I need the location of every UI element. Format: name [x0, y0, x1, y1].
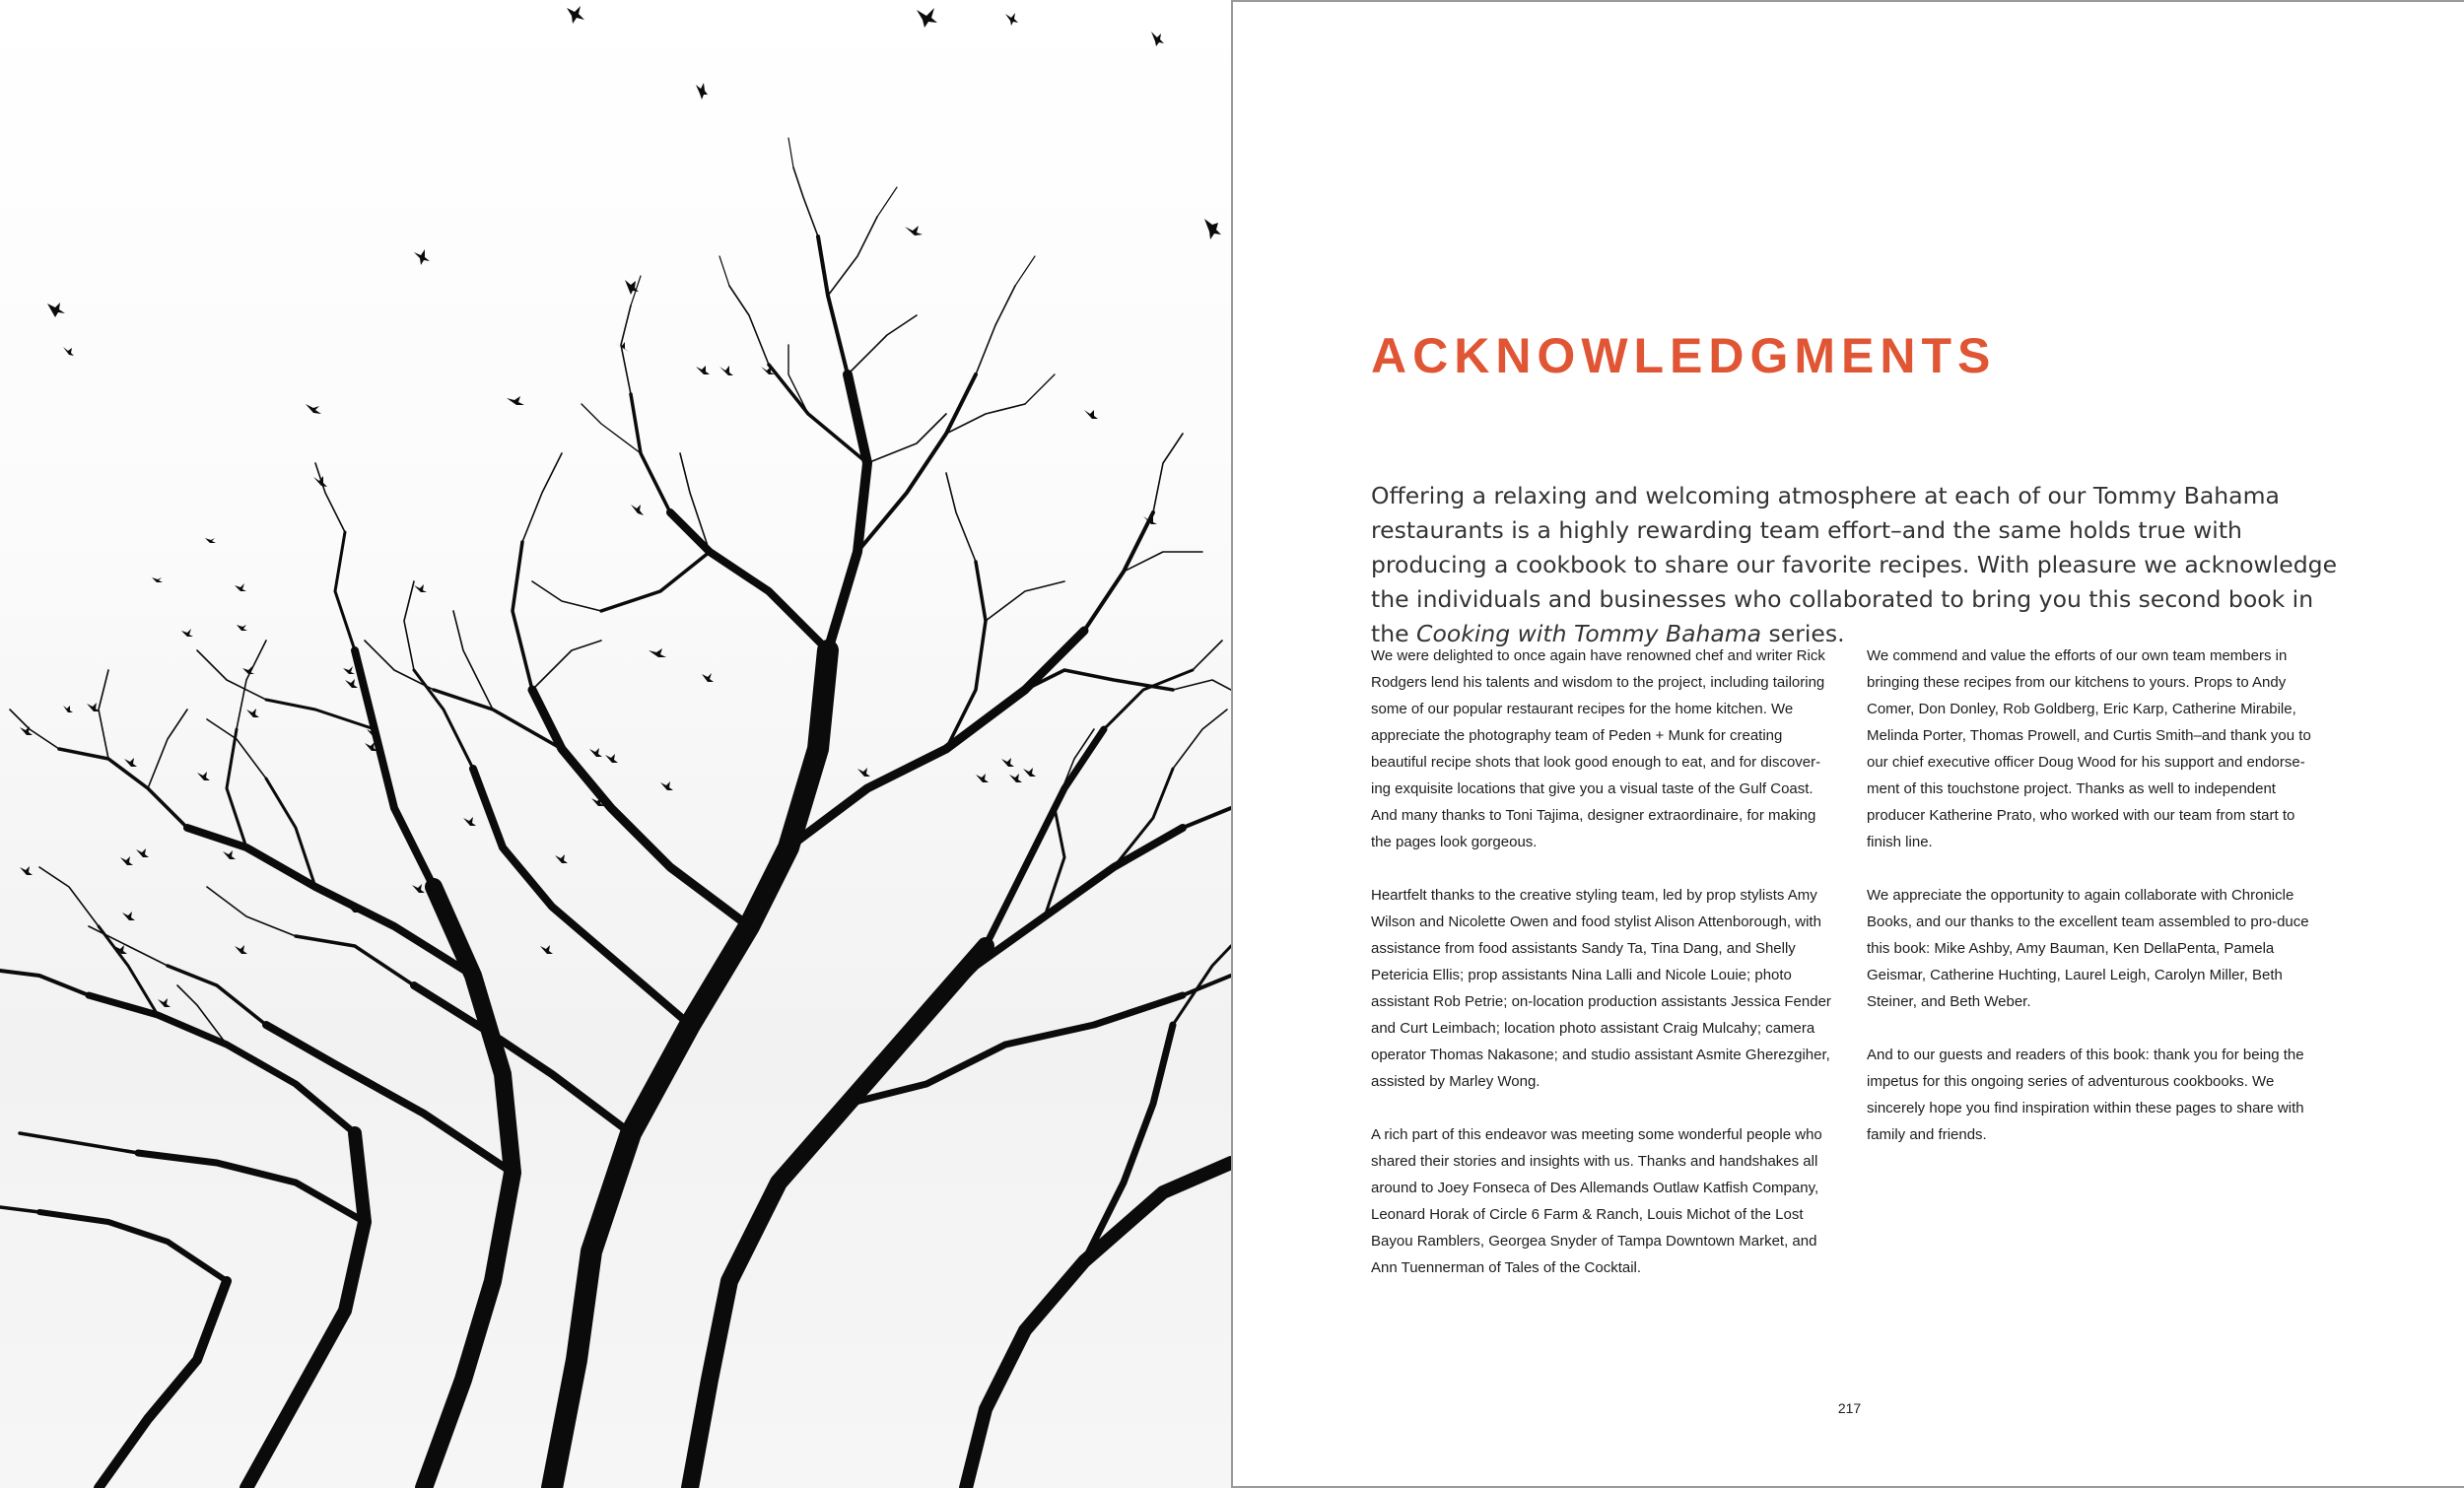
body-paragraph: And to our guests and readers of this book: thank you for being the impetus for this ongoing series of adventurous cookbooks. We sincerely hope you find inspiration within these pages to share with family and friends. — [1867, 1047, 2304, 1143]
birds-and-trees-photo — [0, 0, 1231, 1488]
intro-text-end: series. — [1761, 620, 1845, 647]
book-series-title: Cooking with Tommy Bahama — [1416, 620, 1762, 647]
intro-text: Offering a relaxing and welcoming atmosphere at each of our Tommy Bahama restaurants is a highly rewarding team effort–and the same holds true with producing a cookbook to share our favorite recipes. With pleasure we acknowledge the individuals and businesses who collaborated to bring you this second book in the — [1371, 482, 2338, 647]
page-number: 217 — [1837, 1400, 1862, 1416]
right-column — [1867, 643, 2330, 1175]
body-paragraph: We commend and value the efforts of our own team members in bringing these recipes from our kitchens to yours. Props to Andy Comer, Don Donley, Rob Goldberg, Eric Karp, Catherine Mirabile, Melinda Porter, Thomas Prowell, and Curtis Smith–and thank you to our chief executive officer Doug Wood for his support and endorse-ment of this touchstone project. Thanks as well to independent producer Katherine Prato, who worked with our team from start to finish line. — [1867, 647, 2311, 850]
page-heading: ACKNOWLEDGMENTS — [1371, 328, 1997, 383]
body-paragraph: We appreciate the opportunity to again collaborate with Chronicle Books, and our thanks to the excellent team assembled to pro-duce this book: Mike Ashby, Amy Bauman, Ken DellaPenta, Pamela Geismar, Catherine Huchting, Laurel Leigh, Carolyn Miller, Beth Steiner, and Beth Weber. — [1867, 887, 2309, 1010]
left-column — [1371, 643, 1834, 1308]
body-paragraph: A rich part of this endeavor was meeting some wonderful people who shared their stories and insights with us. Thanks and handshakes all around to Joey Fonseca of Des Allemands Outlaw Katfish Company, Leonard Horak of Circle 6 Farm & Ranch, Louis Michot of the Lost Bayou Ramblers, Georgea Snyder of Tampa Downtown Market, and Ann Tuennerman of Tales of the Cocktail. — [1371, 1126, 1822, 1276]
intro-paragraph — [1371, 479, 2347, 651]
acknowledgments-page — [1231, 0, 2464, 1488]
body-paragraph: We were delighted to once again have renowned chef and writer Rick Rodgers lend his talents and wisdom to the project, including tailoring some of our popular restaurant recipes for the home kitchen. We appreciate the photography team of Peden + Munk for creating beautiful recipe shots that look good enough to eat, and for discover-ing exquisite locations that give you a visual taste of the Gulf Coast. And many thanks to Toni Tajima, designer extraordinaire, for making the pages look gorgeous. — [1371, 647, 1825, 850]
photo-page — [0, 0, 1231, 1488]
body-paragraph: Heartfelt thanks to the creative styling team, led by prop stylists Amy Wilson and Nicolette Owen and food stylist Alison Attenborough, with assistance from food assistants Sandy Ta, Tina Dang, and Shelly Petericia Ellis; prop assistants Nina Lalli and Nicole Louie; photo assistant Rob Petrie; on-location production assistants Jessica Fender and Curt Leimbach; location photo assistant Craig Mulcahy; camera operator Thomas Nakasone; and studio assistant Asmite Gherezgiher, assisted by Marley Wong. — [1371, 887, 1831, 1090]
